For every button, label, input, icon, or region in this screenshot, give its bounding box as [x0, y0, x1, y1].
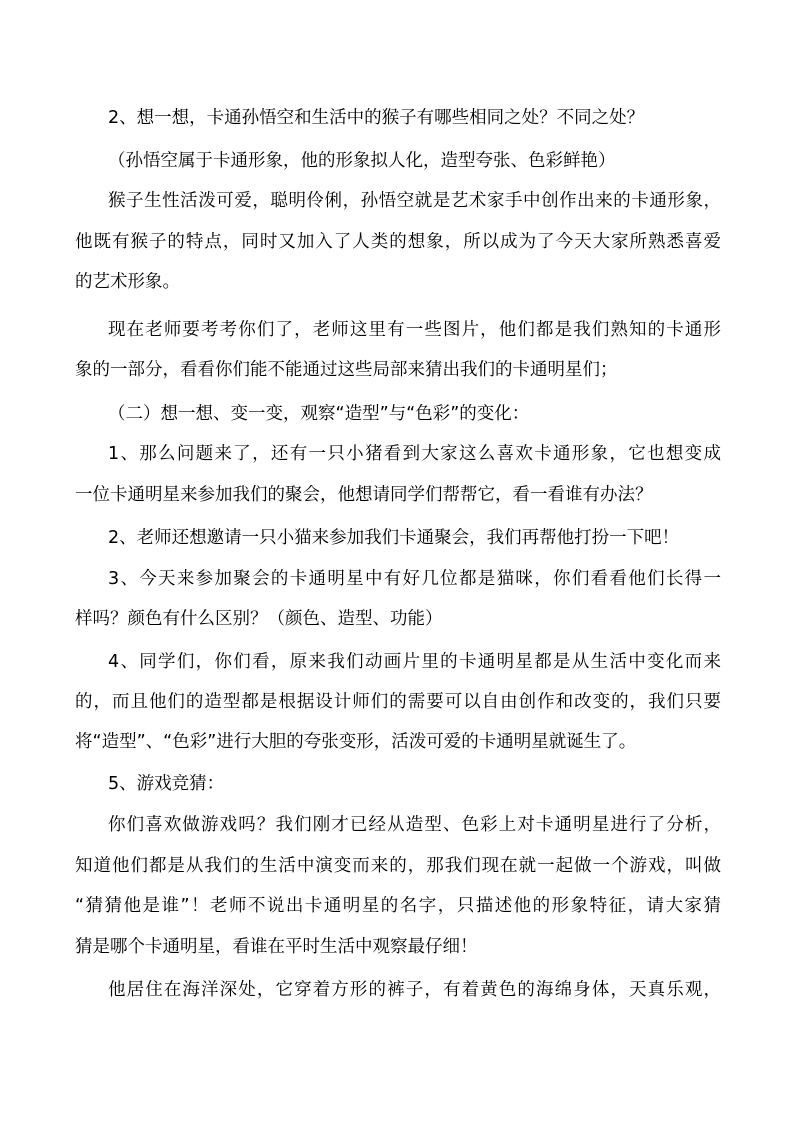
text-line: 他居住在海洋深处，它穿着方形的裤子，有着黄色的海绵身体，天真乐观， [108, 980, 721, 1000]
text-line: 的艺术形象。 [75, 272, 180, 292]
text-line: 2、想一想，卡通孙悟空和生活中的猴子有哪些相同之处？不同之处？ [108, 108, 645, 128]
text-line: 象的一部分，看看你们能不能通过这些局部来猜出我们的卡通明星们； [75, 360, 618, 380]
text-line: 你们喜欢做游戏吗？我们刚才已经从造型、色彩上对卡通明星进行了分析， [108, 815, 721, 835]
text-line: 4、同学们，你们看，原来我们动画片里的卡通明星都是从生活中变化而来 [108, 652, 721, 672]
text-line: 猜是哪个卡通明星，看谁在平时生活中观察最仔细！ [75, 937, 478, 957]
text-line: 的，而且他们的造型都是根据设计师们的需要可以自由创作和改变的，我们只要 [75, 692, 721, 712]
text-line: 将“造型”、“色彩”进行大胆的夸张变形，活泼可爱的卡通明星就诞生了。 [75, 732, 637, 752]
text-line: 1、那么问题来了，还有一只小猪看到大家这么喜欢卡通形象，它也想变成 [108, 444, 721, 464]
text-line: 样吗？颜色有什么区别？（颜色、造型、功能） [75, 609, 443, 629]
text-line: 3、今天来参加聚会的卡通明星中有好几位都是猫咪，你们看看他们长得一 [108, 569, 721, 589]
text-line: 一位卡通明星来参加我们的聚会，他想请同学们帮帮它，看一看谁有办法？ [75, 485, 653, 505]
text-line: 现在老师要考考你们了，老师这里有一些图片，他们都是我们熟知的卡通形 [108, 320, 721, 340]
text-line: 2、老师还想邀请一只小猫来参加我们卡通聚会，我们再帮他打扮一下吧！ [108, 528, 680, 548]
text-line: 知道他们都是从我们的生活中演变而来的，那我们现在就一起做一个游戏，叫做 [75, 856, 721, 876]
text-line: （二）想一想、变一变，观察“造型”与“色彩”的变化： [108, 404, 530, 424]
text-line: 5、游戏竞猜： [108, 774, 225, 794]
text-line: 猴子生性活泼可爱，聪明伶俐，孙悟空就是艺术家手中创作出来的卡通形象， [108, 191, 721, 211]
text-line: “猜猜他是谁”！老师不说出卡通明星的名字，只描述他的形象特征，请大家猜 [75, 896, 721, 916]
text-line: （孙悟空属于卡通形象，他的形象拟人化，造型夸张、色彩鲜艳） [108, 151, 616, 171]
text-line: 他既有猴子的特点，同时又加入了人类的想象，所以成为了今天大家所熟悉喜爱 [75, 232, 721, 252]
